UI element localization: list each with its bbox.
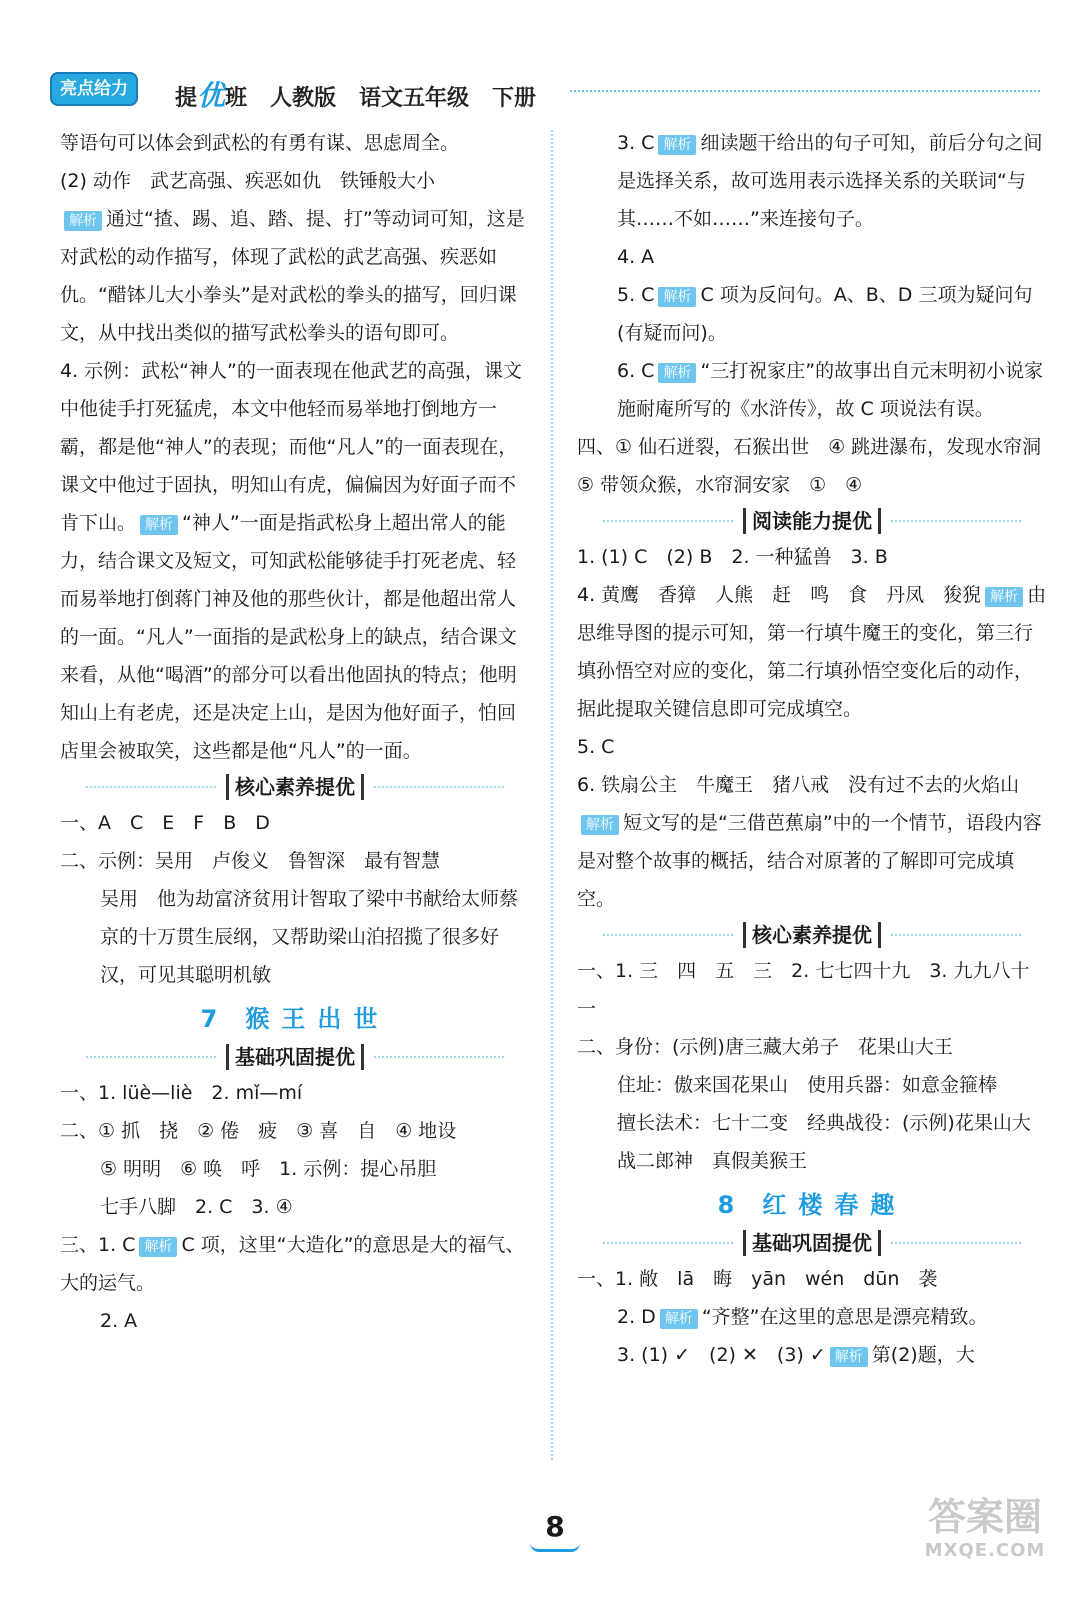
section-heading xyxy=(577,508,1047,534)
answer-line: 二、① 抓 挠 ② 倦 疲 ③ 喜 自 ④ 地设 xyxy=(60,1120,457,1142)
answer-text: 6. 铁扇公主 牛魔王 猪八戒 没有过不去的火焰山 xyxy=(577,774,1020,796)
subject: 语文五年级 xyxy=(359,86,470,111)
explanation-text: 细读题干给出的句子可知，前后分句之间是选择关系，故可选用表示选择关系的关联词“与其……不如……”来连接句子。 xyxy=(617,132,1043,230)
answer-text: 5. C xyxy=(617,284,655,306)
page-swoosh xyxy=(530,1543,580,1552)
explanation-tag: 解析 xyxy=(658,287,696,307)
answer-line: 二、示例：吴用 卢俊义 鲁智深 最有智慧 xyxy=(60,850,441,872)
lesson-number: 8 xyxy=(717,1191,735,1219)
explanation-text: “神人”一面是指武松身上超出常人的能力，结合课文及短文，可知武松能够徒手打死老虎、轻而易举地打倒蒋门神及他的那些伙计，都是他超出常人的一面。“凡人”一面指的是武松身上的缺点，结合课文来看，从他“喝酒”的部分可以看出他固执的特点；他明知山上有老虎，还是决定上山，是因为他好面子，怕回店里会被取笑，这些都是他“凡人”的一面。 xyxy=(60,512,517,762)
explanation-text: 短文写的是“三借芭蕉扇”中的一个情节，语段内容是对整个故事的概括，结合对原著的了解即可完成填空。 xyxy=(577,812,1042,910)
page-number xyxy=(520,1510,590,1552)
explanation-tag: 解析 xyxy=(140,515,178,535)
explanation-tag: 解析 xyxy=(660,1309,698,1329)
header-rule xyxy=(570,90,1040,92)
watermark-text: 答案圈 xyxy=(927,1495,1042,1539)
section-title: 阅读能力提优 xyxy=(743,508,881,534)
explanation-tag: 解析 xyxy=(581,815,619,835)
explanation-text: 由思维导图的提示可知，第一行填牛魔王的变化，第三行填孙悟空对应的变化，第二行填孙悟空变化后的动作，据此提取关键信息即可完成填空。 xyxy=(577,584,1047,720)
answer-line: 一、1. lüè—liè 2. mǐ—mí xyxy=(60,1082,303,1104)
answer-text: 3. C xyxy=(617,132,655,154)
brand-pre: 提 xyxy=(175,86,198,111)
lesson-title xyxy=(60,1000,530,1038)
answer-line: 二、身份：(示例)唐三藏大弟子 花果山大王 xyxy=(577,1036,953,1058)
edition: 人教版 xyxy=(270,86,337,111)
answer-line: 一、1. 敞 lā 晦 yān wén dūn 袭 xyxy=(577,1268,938,1290)
watermark-logo xyxy=(900,1495,1070,1585)
brand-accent: 优 xyxy=(197,79,226,112)
left-column xyxy=(60,124,530,1340)
explanation-tag: 解析 xyxy=(985,587,1023,607)
right-column xyxy=(577,124,1061,1374)
answer-line xyxy=(577,576,1047,728)
answer-explanation xyxy=(60,200,530,352)
answer-line: 2. A xyxy=(100,1310,138,1332)
explanation-text: “三打祝家庄”的故事出自元末明初小说家施耐庵所写的《水浒传》，故 C 项说法有误。 xyxy=(617,360,1044,420)
explanation-text: C 项为反问句。A、B、D 三项为疑问句(有疑而问)。 xyxy=(617,284,1033,344)
answer-line: 吴用 他为劫富济贫用计智取了梁中书献给太师蔡京的十万贯生辰纲，又帮助梁山泊招揽了很多好汉，可见其聪明机敏 xyxy=(100,888,519,986)
lesson-name: 猴王出世 xyxy=(245,1005,390,1033)
explanation-tag: 解析 xyxy=(830,1347,868,1367)
answer-line xyxy=(577,766,1047,918)
brand-badge: 亮点给力 xyxy=(50,72,138,106)
answer-line: 5. C xyxy=(577,736,615,758)
answer-line: 等语句可以体会到武松的有勇有谋、思虑周全。 xyxy=(60,132,460,154)
answer-line: 一、A C E F B D xyxy=(60,812,270,834)
answer-line xyxy=(577,352,1047,428)
answer-line xyxy=(60,352,530,770)
section-heading xyxy=(577,922,1047,948)
explanation-tag: 解析 xyxy=(139,1237,177,1257)
answer-line xyxy=(577,1336,1047,1374)
answer-text: 6. C xyxy=(617,360,655,382)
explanation-tag: 解析 xyxy=(658,135,696,155)
answer-text: 3. (1) ✓ (2) ✕ (3) ✓ xyxy=(617,1344,826,1366)
lesson-title xyxy=(577,1186,1047,1224)
volume: 下册 xyxy=(492,86,537,111)
answer-text: 4. 黄鹰 香獐 人熊 赶 鸣 食 丹凤 狻猊 xyxy=(577,584,982,606)
explanation-text: “齐整”在这里的意思是漂亮精致。 xyxy=(701,1306,988,1328)
answer-line: 一、1. 三 四 五 三 2. 七七四十九 3. 九九八十一 xyxy=(577,960,1030,1020)
answer-line: 4. A xyxy=(617,246,655,268)
section-heading xyxy=(60,774,530,800)
answer-line: 七手八脚 2. C 3. ④ xyxy=(100,1196,293,1218)
answer-line xyxy=(577,276,1047,352)
section-title: 基础巩固提优 xyxy=(226,1044,364,1070)
page-number-text: 8 xyxy=(545,1510,565,1543)
column-divider xyxy=(551,130,553,1460)
watermark-url: MXQE.COM xyxy=(924,1540,1046,1561)
section-title: 基础巩固提优 xyxy=(743,1230,881,1256)
explanation-text: 第(2)题，大 xyxy=(871,1344,975,1366)
answer-text: 4. 示例：武松“神人”的一面表现在他武艺的高强，课文中他徒手打死猛虎，本文中他轻而易举地打倒地方一霸，都是他“神人”的表现；而他“凡人”的一面表现在，课文中他过于固执，明知山有虎，偏偏因为好面子而不肯下山。 xyxy=(60,360,522,534)
answer-text: 2. D xyxy=(617,1306,656,1328)
page-header xyxy=(50,70,1050,110)
answer-line: (2) 动作 武艺高强、疾恶如仇 铁锤般大小 xyxy=(60,170,435,192)
answer-line: 1. (1) C (2) B 2. 一种猛兽 3. B xyxy=(577,546,888,568)
answer-line xyxy=(577,124,1047,238)
brand-post: 班 xyxy=(225,86,248,111)
explanation-tag: 解析 xyxy=(64,211,102,231)
explanation-text: C 项，这里“大造化”的意思是大的福气、大的运气。 xyxy=(60,1234,525,1294)
answer-line: 住址：傲来国花果山 使用兵器：如意金箍棒 xyxy=(617,1074,998,1096)
answer-line: ⑤ 明明 ⑥ 唤 呼 1. 示例：提心吊胆 xyxy=(100,1158,437,1180)
book-title xyxy=(175,74,536,114)
answer-line: 四、① 仙石迸裂，石猴出世 ④ 跳进瀑布，发现水帘洞 ⑤ 带领众猴，水帘洞安家 ① ④ xyxy=(577,436,1061,496)
section-title: 核心素养提优 xyxy=(743,922,881,948)
answer-line xyxy=(60,1226,530,1302)
explanation-tag: 解析 xyxy=(658,363,696,383)
lesson-name: 红楼春趣 xyxy=(762,1191,907,1219)
section-heading xyxy=(60,1044,530,1070)
section-heading xyxy=(577,1230,1047,1256)
answer-line: 擅长法术：七十二变 经典战役：(示例)花果山大战二郎神 真假美猴王 xyxy=(617,1112,1031,1172)
answer-text: 三、1. C xyxy=(60,1234,136,1256)
explanation-text: 通过“揸、踢、追、踏、提、打”等动词可知，这是对武松的动作描写，体现了武松的武艺高强、疾恶如仇。“醋钵儿大小拳头”是对武松的拳头的描写，回归课文，从中找出类似的描写武松拳头的语句即可。 xyxy=(60,208,525,344)
answer-line xyxy=(577,1298,1047,1336)
section-title: 核心素养提优 xyxy=(226,774,364,800)
lesson-number: 7 xyxy=(200,1005,218,1033)
